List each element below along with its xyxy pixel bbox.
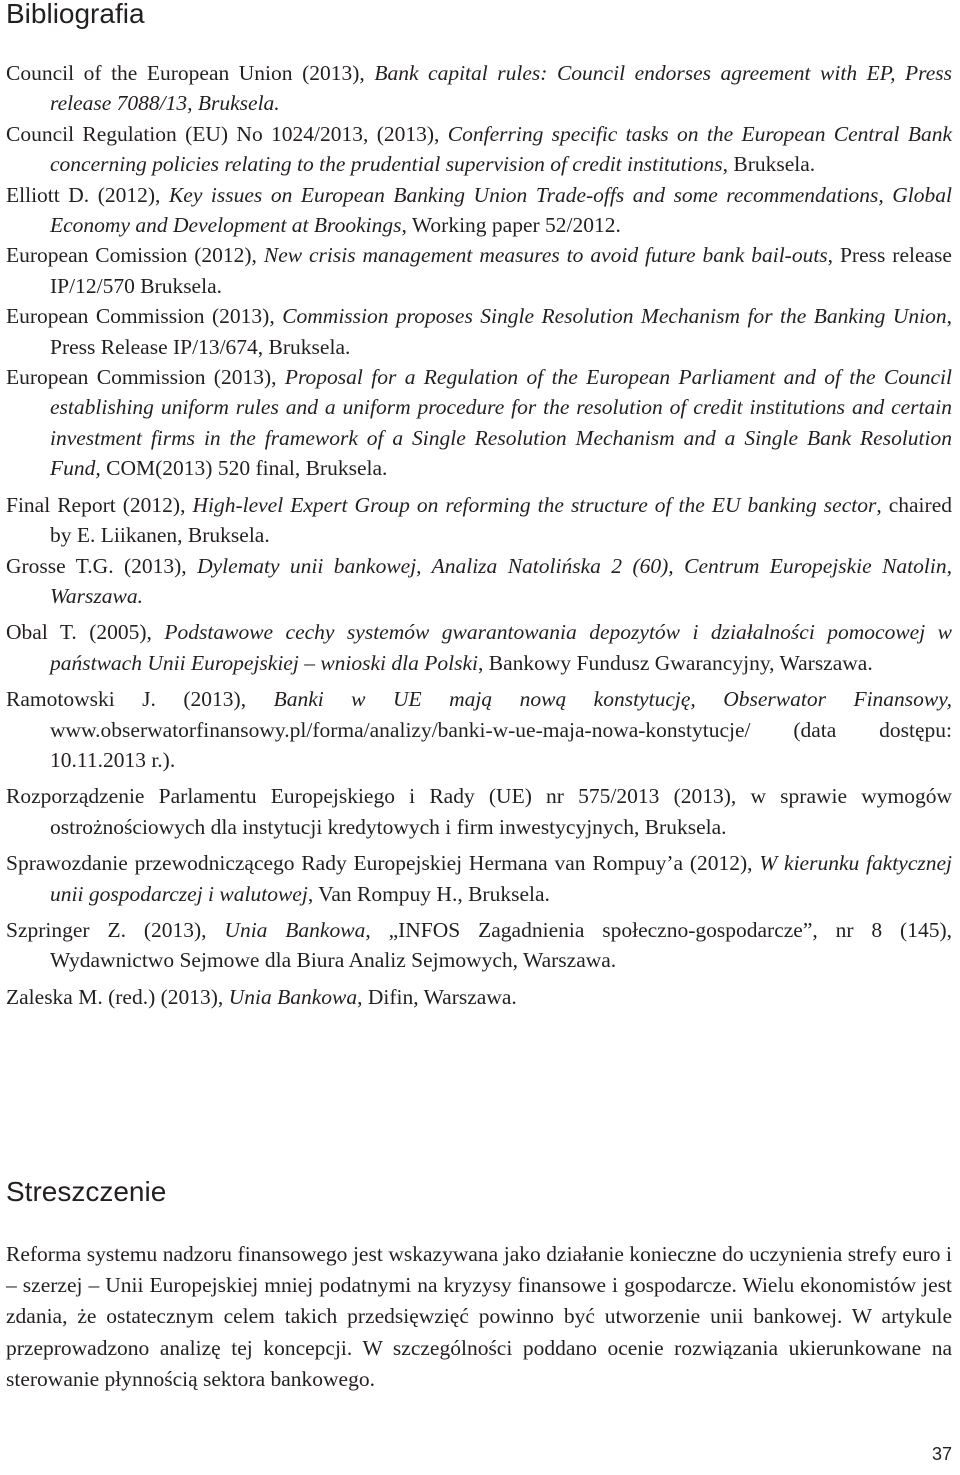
entry-title: Unia Bankowa,	[228, 984, 363, 1009]
summary-text: Reforma systemu nadzoru finansowego jest wskazywana jako działanie konieczne do uczynienia strefy euro i – szerzej – Unii Europejskiej mniej podatnymi na kryzysy finansowe i gospodarcze. Wielu ekonomistów jest zdania, że ostatecznym celem takich przedsięwzięć powinno być utworzenie unii bankowej. W artykule przeprowadzono analizę tej koncepcji. W szczególności poddano ocenie rozwiązania ukierunkowane na sterowanie płynnością sektora bankowego.	[6, 1242, 952, 1391]
bibliography-list	[6, 58, 952, 1012]
entry-title: Commission proposes Single Resolution Mechanism for the Banking Union	[282, 304, 947, 329]
bibliography-entry	[6, 362, 952, 484]
bibliography-entry	[6, 915, 952, 976]
entry-title: Dylematy unii bankowej, Analiza Natolińska 2 (60), Centrum Europejskie Natolin, Warszawa.	[50, 553, 952, 608]
entry-author: Elliott D. (2012),	[6, 182, 169, 207]
bibliography-entry	[6, 240, 952, 301]
entry-details: , chaired by E. Liikanen, Bruksela.	[50, 492, 952, 548]
entry-author: Rozporządzenie Parlamentu Europejskiego i Rady (UE) nr 575/2013 (2013), w sprawie wymogów ostrożnościowych dla instytucji kredytowych i firm inwestycyjnych, Bruksela.	[6, 784, 952, 839]
entry-author: European Commission (2013),	[6, 365, 285, 390]
entry-details: Difin, Warszawa.	[362, 984, 517, 1009]
bibliography-entry	[6, 119, 952, 180]
entry-author: Final Report (2012),	[6, 492, 193, 517]
entry-details: , Bruksela.	[722, 152, 816, 177]
entry-details: www.obserwatorfinansowy.pl/forma/analizy/banki-w-ue-maja-nowa-konstytucje/ (data dostępu: 10.11.2013 r.).	[50, 717, 952, 772]
entry-title: Key issues on European Banking Union Trade-offs and some recommendations, Global Economy and Development at Brookings	[50, 182, 952, 238]
page-number: 37	[931, 1444, 952, 1464]
entry-author: Council Regulation (EU) No 1024/2013, (2013),	[6, 121, 448, 146]
summary-heading: Streszczenie	[6, 1176, 167, 1207]
entry-title: Banki w UE mają nową konstytucję, Obserwator Finansowy,	[273, 687, 952, 712]
entry-details: COM(2013) 520 final, Bruksela.	[100, 456, 388, 481]
entry-title: New crisis management measures to avoid future bank bail-outs	[263, 243, 828, 268]
bibliography-entry	[6, 58, 952, 119]
bibliography-entry	[6, 848, 952, 909]
entry-author: Sprawozdanie przewodniczącego Rady Europejskiej Hermana van Rompuy’a (2012),	[6, 851, 760, 876]
entry-author: European Commission (2013),	[6, 304, 283, 329]
entry-title: Unia Bankowa	[224, 917, 366, 942]
entry-author: Obal T. (2005),	[6, 620, 165, 645]
entry-title: High-level Expert Group on reforming the structure of the EU banking sector	[192, 492, 877, 517]
bibliography-entry	[6, 301, 952, 362]
bibliography-entry	[6, 180, 952, 241]
entry-title: Podstawowe cechy systemów gwarantowania depozytów i działalności pomocowej w państwach Unii Europejskiej – wnioski dla Polski	[50, 620, 952, 675]
bibliography-heading: Bibliografia	[6, 0, 145, 29]
entry-author: Ramotowski J. (2013),	[6, 687, 274, 712]
entry-author: Zaleska M. (red.) (2013),	[6, 984, 229, 1009]
entry-details: , Press Release IP/13/674, Bruksela.	[50, 304, 952, 359]
entry-details: , Working paper 52/2012.	[401, 213, 621, 238]
entry-details: , Bankowy Fundusz Gwarancyjny, Warszawa.	[477, 650, 873, 675]
bibliography-entry	[6, 490, 952, 551]
entry-details: , Van Rompuy H., Bruksela.	[307, 881, 550, 906]
entry-title: Bank capital rules: Council endorses agreement with EP, Press release 7088/13, Bruksela.	[50, 61, 953, 116]
entry-details: , Press release IP/12/570 Bruksela.	[50, 243, 952, 298]
entry-title: Proposal for a Regulation of the European Parliament and of the Council establishing uniform rules and a uniform procedure for the resolution of credit institutions and certain investment firms in the framework of a Single Resolution Mechanism and a Single Bank Resolution Fund,	[50, 365, 952, 481]
entry-author: Council of the European Union (2013),	[6, 61, 375, 85]
bibliography-entry	[6, 684, 952, 775]
bibliography-entry	[6, 551, 952, 612]
bibliography-entry	[6, 617, 952, 678]
entry-author: Grosse T.G. (2013),	[6, 553, 198, 578]
entry-details: , „INFOS Zagadnienia społeczno-gospodarcze”, nr 8 (145), Wydawnictwo Sejmowe dla Biura Analiz Sejmowych, Warszawa.	[50, 917, 952, 973]
entry-title: W kierunku faktycznej unii gospodarczej i walutowej	[50, 851, 952, 906]
bibliography-entry	[6, 982, 952, 1012]
entry-author: Szpringer Z. (2013),	[6, 917, 225, 942]
entry-author: European Comission (2012),	[6, 243, 264, 268]
entry-title: Conferring specific tasks on the European Central Bank concerning policies relating to the prudential supervision of credit institutions	[50, 121, 952, 177]
bibliography-entry	[6, 781, 952, 842]
